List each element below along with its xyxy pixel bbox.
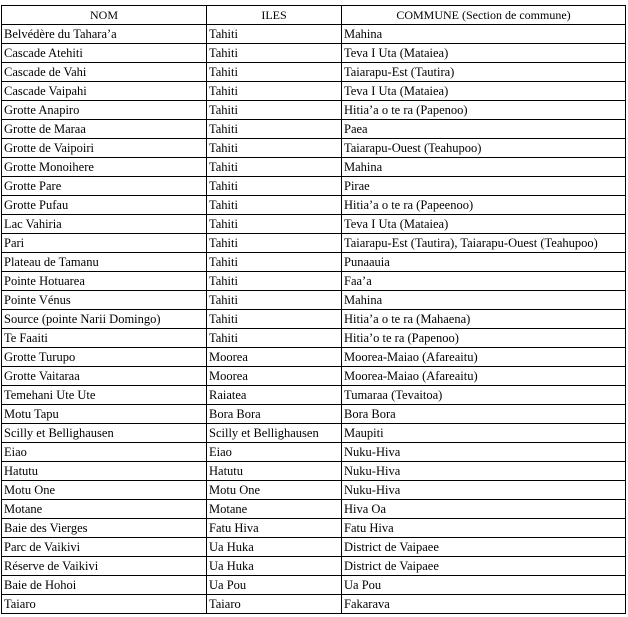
cell-commune: District de Vaipaee xyxy=(342,538,626,557)
cell-commune: Hitia’a o te ra (Papeenoo) xyxy=(342,196,626,215)
cell-commune: Nuku-Hiva xyxy=(342,443,626,462)
header-row xyxy=(2,6,626,25)
sites-table xyxy=(1,5,626,614)
table-row xyxy=(2,329,626,348)
cell-commune: District de Vaipaee xyxy=(342,557,626,576)
cell-ile: Tahiti xyxy=(207,215,342,234)
table-row xyxy=(2,576,626,595)
cell-commune: Tumaraa (Tevaitoa) xyxy=(342,386,626,405)
cell-commune: Mahina xyxy=(342,25,626,44)
cell-commune: Hitia’a o te ra (Mahaena) xyxy=(342,310,626,329)
cell-nom: Grotte Monoihere xyxy=(2,158,207,177)
cell-ile: Tahiti xyxy=(207,120,342,139)
cell-commune: Hiva Oa xyxy=(342,500,626,519)
cell-ile: Tahiti xyxy=(207,101,342,120)
cell-nom: Grotte Turupo xyxy=(2,348,207,367)
table-row xyxy=(2,595,626,614)
cell-commune: Teva I Uta (Mataiea) xyxy=(342,82,626,101)
cell-commune: Nuku-Hiva xyxy=(342,481,626,500)
table-row xyxy=(2,500,626,519)
cell-commune: Paea xyxy=(342,120,626,139)
table-row xyxy=(2,82,626,101)
table-row xyxy=(2,196,626,215)
table-row xyxy=(2,481,626,500)
table-row xyxy=(2,253,626,272)
cell-ile: Ua Pou xyxy=(207,576,342,595)
cell-ile: Tahiti xyxy=(207,329,342,348)
cell-commune: Moorea-Maiao (Afareaitu) xyxy=(342,348,626,367)
cell-commune: Teva I Uta (Mataiea) xyxy=(342,44,626,63)
table-row xyxy=(2,424,626,443)
table-row xyxy=(2,291,626,310)
table-row xyxy=(2,519,626,538)
cell-nom: Belvédère du Tahara’a xyxy=(2,25,207,44)
cell-commune: Faa’a xyxy=(342,272,626,291)
cell-nom: Te Faaiti xyxy=(2,329,207,348)
cell-commune: Fakarava xyxy=(342,595,626,614)
cell-nom: Plateau de Tamanu xyxy=(2,253,207,272)
cell-ile: Tahiti xyxy=(207,272,342,291)
table-body xyxy=(2,25,626,614)
cell-commune: Ua Pou xyxy=(342,576,626,595)
cell-ile: Ua Huka xyxy=(207,538,342,557)
cell-ile: Tahiti xyxy=(207,310,342,329)
cell-commune: Moorea-Maiao (Afareaitu) xyxy=(342,367,626,386)
cell-ile: Eiao xyxy=(207,443,342,462)
cell-nom: Cascade Vaipahi xyxy=(2,82,207,101)
cell-nom: Parc de Vaikivi xyxy=(2,538,207,557)
cell-commune: Hitia’a o te ra (Papenoo) xyxy=(342,101,626,120)
cell-commune: Taiarapu-Est (Tautira), Taiarapu-Ouest (Teahupoo) xyxy=(342,234,626,253)
table-row xyxy=(2,405,626,424)
cell-nom: Baie de Hohoi xyxy=(2,576,207,595)
cell-commune: Nuku-Hiva xyxy=(342,462,626,481)
table-row xyxy=(2,462,626,481)
cell-ile: Ua Huka xyxy=(207,557,342,576)
cell-ile: Tahiti xyxy=(207,158,342,177)
cell-nom: Temehani Ute Ute xyxy=(2,386,207,405)
cell-ile: Motu One xyxy=(207,481,342,500)
cell-ile: Scilly et Bellighausen xyxy=(207,424,342,443)
cell-ile: Fatu Hiva xyxy=(207,519,342,538)
table-header xyxy=(2,6,626,25)
cell-ile: Tahiti xyxy=(207,82,342,101)
cell-nom: Motu Tapu xyxy=(2,405,207,424)
cell-ile: Bora Bora xyxy=(207,405,342,424)
cell-commune: Mahina xyxy=(342,291,626,310)
cell-commune: Pirae xyxy=(342,177,626,196)
cell-nom: Grotte Vaitaraa xyxy=(2,367,207,386)
cell-commune: Hitia’o te ra (Papenoo) xyxy=(342,329,626,348)
cell-commune: Taiarapu-Est (Tautira) xyxy=(342,63,626,82)
table-row xyxy=(2,557,626,576)
table-row xyxy=(2,158,626,177)
header-commune: COMMUNE (Section de commune) xyxy=(342,6,626,25)
cell-nom: Grotte Pufau xyxy=(2,196,207,215)
table-row xyxy=(2,25,626,44)
cell-nom: Grotte de Maraa xyxy=(2,120,207,139)
cell-commune: Maupiti xyxy=(342,424,626,443)
cell-nom: Grotte Anapiro xyxy=(2,101,207,120)
table-row xyxy=(2,386,626,405)
cell-ile: Tahiti xyxy=(207,44,342,63)
table-row xyxy=(2,538,626,557)
cell-nom: Source (pointe Narii Domingo) xyxy=(2,310,207,329)
cell-ile: Raiatea xyxy=(207,386,342,405)
cell-commune: Teva I Uta (Mataiea) xyxy=(342,215,626,234)
cell-nom: Motu One xyxy=(2,481,207,500)
header-nom: NOM xyxy=(2,6,207,25)
cell-commune: Mahina xyxy=(342,158,626,177)
table-row xyxy=(2,215,626,234)
cell-ile: Taiaro xyxy=(207,595,342,614)
cell-nom: Grotte Pare xyxy=(2,177,207,196)
cell-nom: Lac Vahiria xyxy=(2,215,207,234)
cell-ile: Tahiti xyxy=(207,177,342,196)
cell-commune: Taiarapu-Ouest (Teahupoo) xyxy=(342,139,626,158)
cell-ile: Tahiti xyxy=(207,291,342,310)
cell-ile: Hatutu xyxy=(207,462,342,481)
cell-ile: Moorea xyxy=(207,367,342,386)
cell-nom: Baie des Vierges xyxy=(2,519,207,538)
table-row xyxy=(2,101,626,120)
table-row xyxy=(2,367,626,386)
cell-ile: Moorea xyxy=(207,348,342,367)
table-row xyxy=(2,234,626,253)
cell-nom: Taiaro xyxy=(2,595,207,614)
cell-nom: Pointe Vénus xyxy=(2,291,207,310)
table-row xyxy=(2,443,626,462)
table-row xyxy=(2,177,626,196)
cell-nom: Hatutu xyxy=(2,462,207,481)
table-row xyxy=(2,310,626,329)
cell-ile: Tahiti xyxy=(207,139,342,158)
table-row xyxy=(2,63,626,82)
table-row xyxy=(2,139,626,158)
cell-nom: Grotte de Vaipoiri xyxy=(2,139,207,158)
cell-nom: Motane xyxy=(2,500,207,519)
cell-commune: Fatu Hiva xyxy=(342,519,626,538)
cell-ile: Tahiti xyxy=(207,196,342,215)
cell-nom: Cascade Atehiti xyxy=(2,44,207,63)
header-iles: ILES xyxy=(207,6,342,25)
cell-ile: Tahiti xyxy=(207,234,342,253)
cell-nom: Pari xyxy=(2,234,207,253)
cell-ile: Motane xyxy=(207,500,342,519)
table-row xyxy=(2,44,626,63)
cell-commune: Punaauia xyxy=(342,253,626,272)
cell-commune: Bora Bora xyxy=(342,405,626,424)
table-row xyxy=(2,120,626,139)
cell-ile: Tahiti xyxy=(207,25,342,44)
table-row xyxy=(2,348,626,367)
cell-nom: Réserve de Vaikivi xyxy=(2,557,207,576)
table-row xyxy=(2,272,626,291)
cell-ile: Tahiti xyxy=(207,253,342,272)
cell-nom: Cascade de Vahi xyxy=(2,63,207,82)
cell-ile: Tahiti xyxy=(207,63,342,82)
cell-nom: Scilly et Bellighausen xyxy=(2,424,207,443)
cell-nom: Eiao xyxy=(2,443,207,462)
cell-nom: Pointe Hotuarea xyxy=(2,272,207,291)
